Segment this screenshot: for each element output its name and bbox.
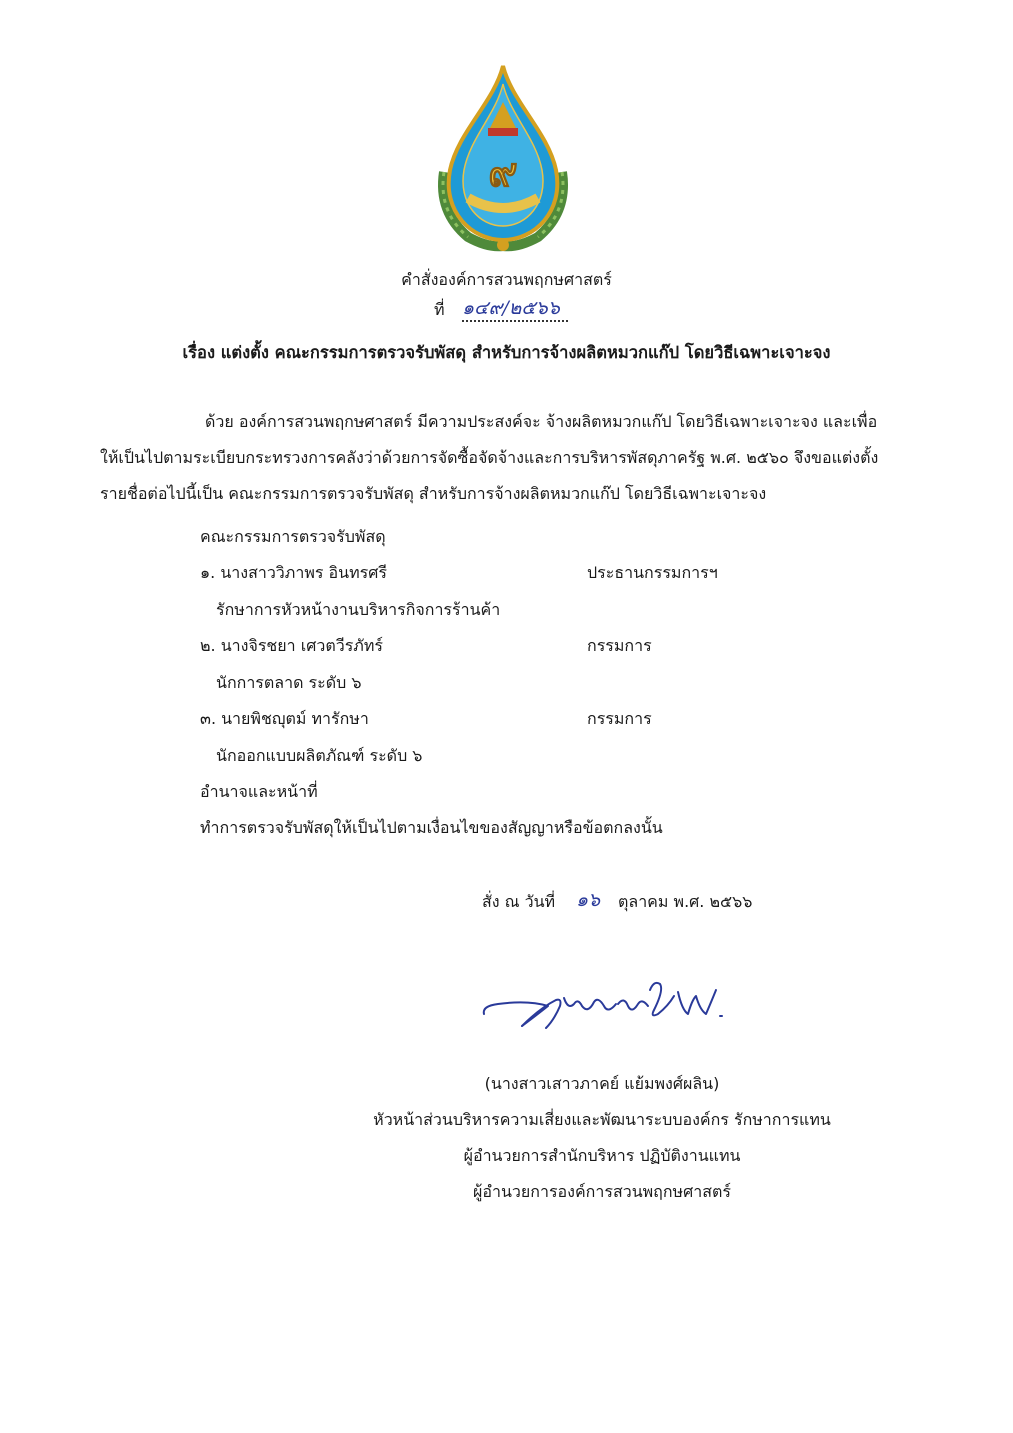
member-name: ๑. นางสาววิภาพร อินทรศรี: [200, 563, 387, 582]
signer-title-line-2: ผู้อำนวยการสำนักบริหาร ปฏิบัติงานแทน: [463, 1146, 741, 1165]
order-title: คำสั่งองค์การสวนพฤกษศาสตร์: [401, 270, 612, 289]
member-position: รักษาการหัวหน้างานบริหารกิจการร้านค้า: [216, 600, 501, 619]
order-subject: เรื่อง แต่งตั้ง คณะกรรมการตรวจรับพัสดุ สำหรับการจ้างผลิตหมวกแก๊ป โดยวิธีเฉพาะเจาะจง: [182, 343, 831, 362]
member-position: นักการตลาด ระดับ ๖: [216, 673, 362, 692]
date-day: ๑๖: [576, 889, 601, 911]
committee-heading: คณะกรรมการตรวจรับพัสดุ: [200, 527, 386, 546]
signer-name: (นางสาวเสาวภาคย์ แย้มพงศ์ผลิน): [484, 1074, 720, 1093]
paragraph-line-3: รายชื่อต่อไปนี้เป็น คณะกรรมการตรวจรับพัสดุ สำหรับการจ้างผลิตหมวกแก๊ป โดยวิธีเฉพาะเจาะจง: [100, 484, 767, 503]
handwritten-signature: [478, 970, 728, 1050]
date-month-year: ตุลาคม พ.ศ. ๒๕๖๖: [618, 892, 753, 911]
order-number-label: ที่: [434, 300, 445, 319]
signer-title-line-1: หัวหน้าส่วนบริหารความเสี่ยงและพัฒนาระบบองค์กร รักษาการแทน: [373, 1110, 831, 1129]
order-number-value: ๑๔๙/๒๕๖๖: [462, 296, 568, 322]
member-role: กรรมการ: [587, 709, 652, 728]
signer-title-line-3: ผู้อำนวยการองค์การสวนพฤกษศาสตร์: [473, 1182, 731, 1201]
svg-text:๙: ๙: [488, 149, 518, 196]
duties-heading: อำนาจและหน้าที่: [200, 782, 318, 801]
organization-emblem-drop-icon: [428, 62, 578, 254]
duties-text: ทำการตรวจรับพัสดุให้เป็นไปตามเงื่อนไขของสัญญาหรือข้อตกลงนั้น: [200, 818, 663, 837]
paragraph-line-1: ด้วย องค์การสวนพฤกษศาสตร์ มีความประสงค์จะ จ้างผลิตหมวกแก๊ป โดยวิธีเฉพาะเจาะจง และเพื่อ: [205, 412, 878, 431]
member-role: กรรมการ: [587, 636, 652, 655]
member-role: ประธานกรรมการฯ: [587, 563, 718, 582]
paragraph-line-2: ให้เป็นไปตามระเบียบกระทรวงการคลังว่าด้วยการจัดซื้อจัดจ้างและการบริหารพัสดุภาครัฐ พ.ศ. ๒๕๖๐ จึงขอแต่งตั้ง: [100, 448, 879, 467]
member-name: ๒. นางจิรชยา เศวตวีรภัทร์: [200, 636, 383, 655]
member-position: นักออกแบบผลิตภัณฑ์ ระดับ ๖: [216, 746, 423, 765]
member-name: ๓. นายพิชญุตม์ ทารักษา: [200, 709, 369, 728]
date-prefix: สั่ง ณ วันที่: [482, 892, 556, 911]
